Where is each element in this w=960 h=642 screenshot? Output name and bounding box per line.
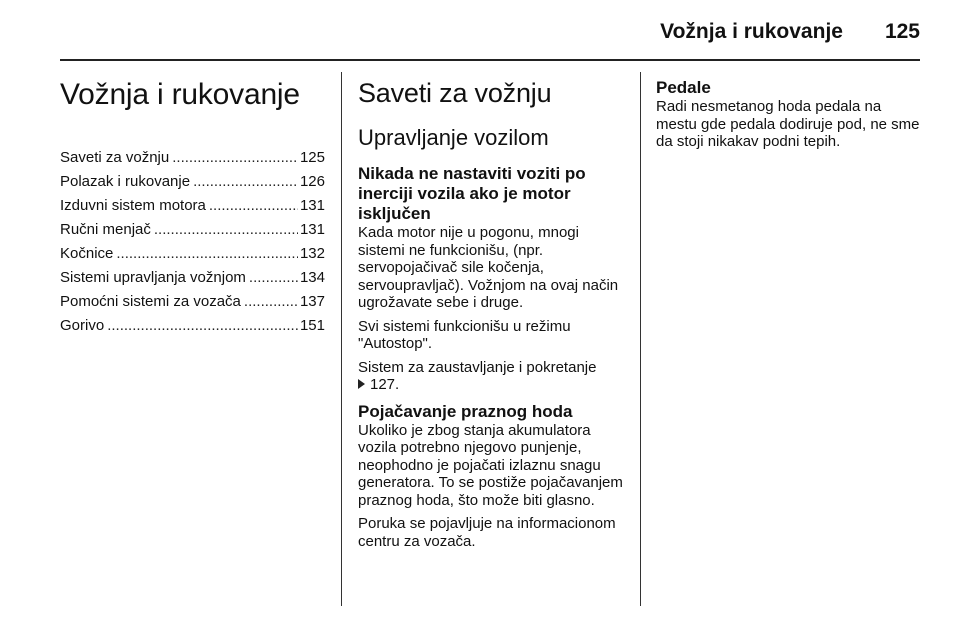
toc-item[interactable]: Polazak i rukovanje ..... 126 (60, 170, 325, 194)
paragraph: Sistem za zaustavljanje i pokretanje 127. (358, 358, 597, 393)
toc-item[interactable]: Ručni menjač ..... 131 (60, 218, 325, 242)
column-divider-1 (341, 72, 342, 606)
paragraph: Radi nesmetanog hoda pedala na mestu gde pedala dodiruje pod, ne sme da stoji nikakav podni tepih. (656, 98, 920, 150)
header-rule (60, 59, 920, 61)
running-header (60, 20, 920, 48)
page-ref-link[interactable]: 127. (358, 376, 399, 393)
toc-item[interactable]: Sistemi upravljanja vožnjom ..... 134 (60, 266, 325, 290)
table-of-contents (60, 146, 325, 338)
toc-item[interactable]: Izduvni sistem motora ..... 131 (60, 194, 325, 218)
pedals-column (656, 72, 920, 157)
column-divider-2 (640, 72, 641, 606)
page-ref-arrow-icon (358, 379, 365, 389)
section-title: Saveti za vožnju (358, 78, 552, 108)
paragraph: Poruka se pojavljuje na informacionom centru za vozača. (358, 515, 616, 550)
paragraph: Ukoliko je zbog stanja akumulatora vozila potrebno njegovo punjenje, neophodno je pojačati izlaznu snagu generatora. To se postiže pojačavanjem praznog hoda, što može biti glasno. (358, 421, 623, 509)
heading-coasting-warning: Nikada ne nastaviti voziti po inerciji vozila ako je motor isključen (358, 164, 586, 223)
toc-item[interactable]: Saveti za vožnju ..... 125 (60, 146, 325, 170)
chapter-title: Vožnja i rukovanje (60, 78, 300, 111)
toc-item[interactable]: Gorivo ..... 151 (60, 314, 325, 338)
subsection-title: Upravljanje vozilom (358, 125, 549, 150)
heading-idle-boost: Pojačavanje praznog hoda (358, 401, 573, 421)
paragraph: Svi sistemi funkcionišu u režimu "Autostop". (358, 317, 571, 352)
heading-pedals: Pedale (656, 78, 711, 97)
chapter-toc-column (60, 72, 325, 338)
page-number: 125 (884, 20, 920, 43)
paragraph: Kada motor nije u pogonu, mnogi sistemi ne funkcionišu, (npr. servopojačivač sile kočenja, servoupravljač). Vožnjom na ovaj način ugrožavate sebe i druge. (358, 224, 619, 311)
toc-item[interactable]: Pomoćni sistemi za vozača ..... 137 (60, 290, 325, 314)
running-header-title: Vožnja i rukovanje (660, 20, 843, 43)
section-column (358, 72, 626, 556)
toc-item[interactable]: Kočnice ..... 132 (60, 242, 325, 266)
